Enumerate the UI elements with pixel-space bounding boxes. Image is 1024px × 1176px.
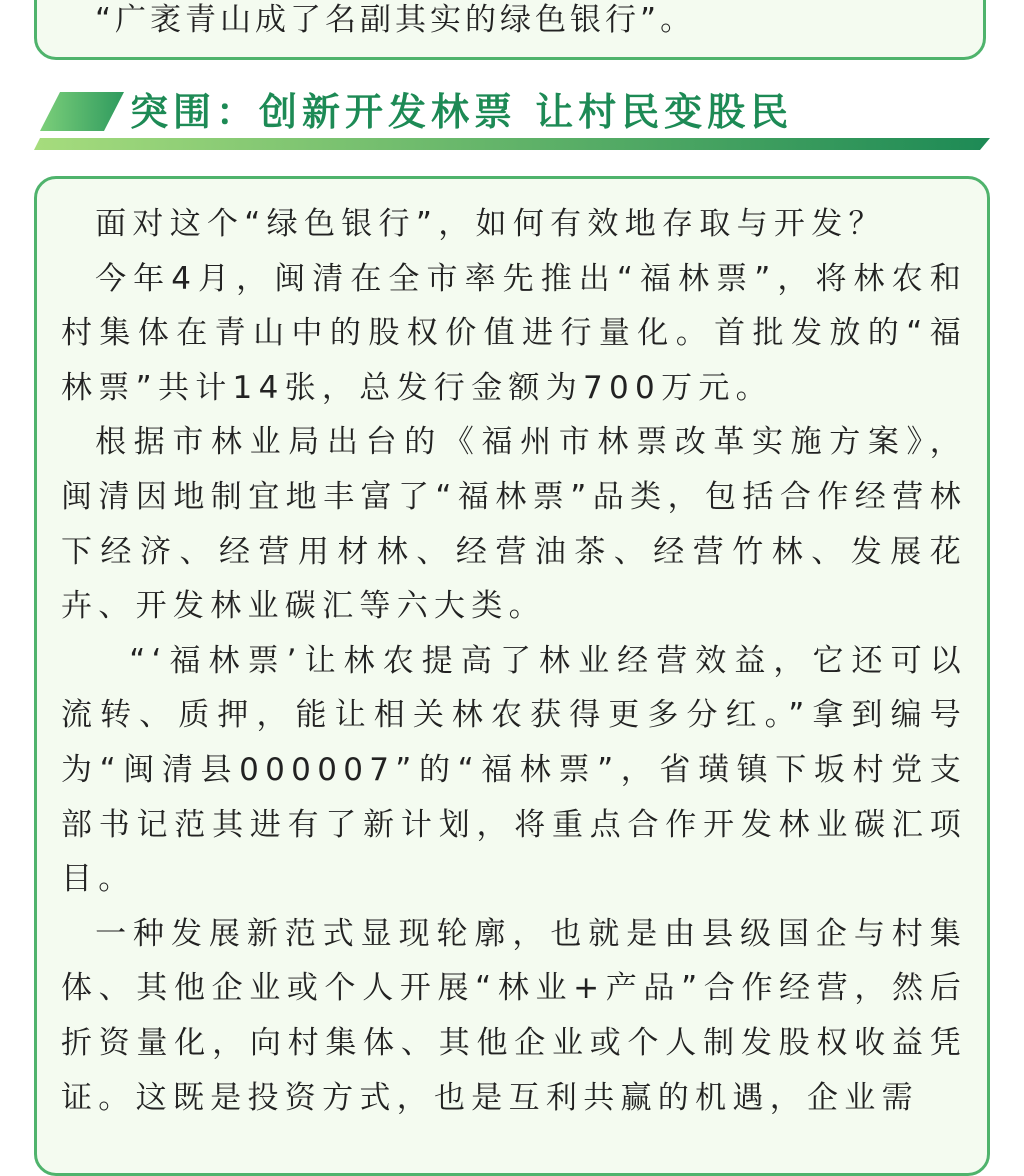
section-underline-bar bbox=[34, 138, 990, 150]
paragraph-3: 根据市林业局出台的《福州市林票改革实施方案》，闽清因地制宜地丰富了“福林票”品类，包括合作经营林下经济、经营用材林、经营油茶、经营竹林、发展花卉、开发林业碳汇等六大类。 bbox=[61, 424, 967, 625]
article-card bbox=[34, 176, 990, 1176]
section-header bbox=[0, 84, 1024, 156]
section-tag-shape bbox=[40, 92, 124, 131]
paragraph-2: 今年4月，闽清在全市率先推出“福林票”，将林农和村集体在青山中的股权价值进行量化。首批发放的“福林票”共计14张，总发行金额为700万元。 bbox=[61, 260, 967, 406]
article-body bbox=[61, 197, 967, 1125]
quote-line: “广袤青山成了名副其实的绿色银行”。 bbox=[95, 2, 696, 38]
paragraph-5: 一种发展新范式显现轮廓，也就是由县级国企与村集体、其他企业或个人开展“林业+产品”合作经营，然后折资量化，向村集体、其他企业或个人制发股权收益凭证。这既是投资方式，也是互利共赢的机遇，企业需 bbox=[61, 915, 967, 1116]
section-title: 突围：创新开发林票 让村民变股民 bbox=[130, 90, 794, 134]
paragraph-1: 面对这个“绿色银行”，如何有效地存取与开发？ bbox=[95, 206, 886, 242]
previous-text-card bbox=[34, 0, 986, 60]
paragraph-4: “‘福林票’让林农提高了林业经营效益，它还可以流转、质押，能让相关林农获得更多分红。”拿到编号为“闽清县000007”的“福林票”，省璜镇下坂村党支部书记范其进有了新计划，将重点合作开发林业碳汇项目。 bbox=[61, 642, 967, 898]
